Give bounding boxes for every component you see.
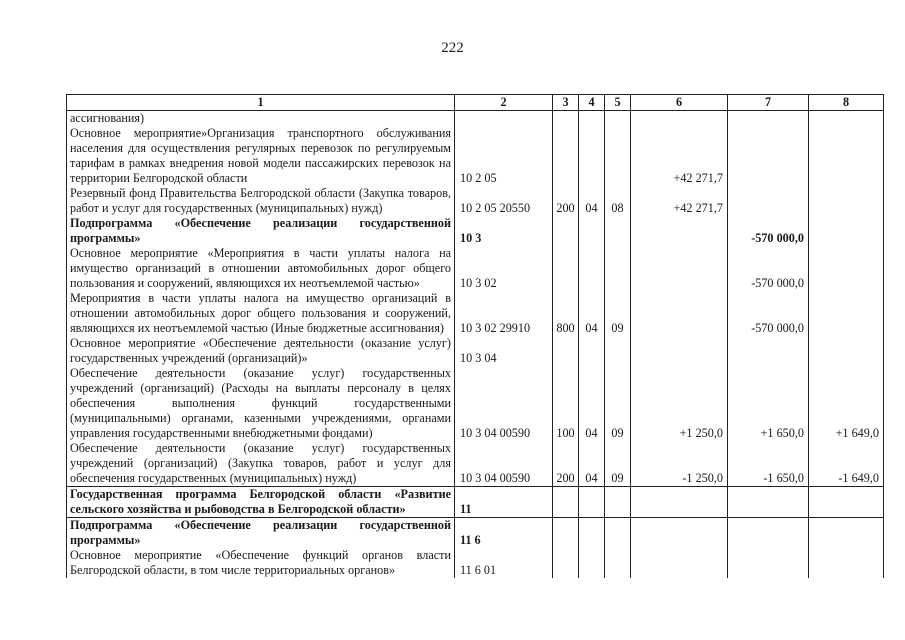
row-amount-col8-cell [809, 336, 884, 366]
row-pr-cell [605, 518, 631, 549]
row-amount-col8-cell [809, 186, 884, 216]
row-code-cell: 11 6 01 [455, 548, 553, 578]
row-pr-cell: 08 [605, 186, 631, 216]
row-vr-cell: 100 [553, 366, 579, 441]
row-amount-col6-cell [631, 548, 728, 578]
row-amount-col8-cell: -1 649,0 [809, 441, 884, 487]
column-header: 1 [67, 95, 455, 111]
row-amount-col6-cell: +42 271,7 [631, 126, 728, 186]
table-row [67, 111, 884, 127]
row-rz-cell [579, 548, 605, 578]
column-header: 6 [631, 95, 728, 111]
row-pr-cell [605, 216, 631, 246]
row-amount-col7-cell [728, 111, 809, 127]
row-name-cell: ассигнования) [67, 111, 455, 127]
row-amount-col8-cell [809, 126, 884, 186]
row-rz-cell [579, 111, 605, 127]
row-name-cell: Основное мероприятие»Организация транспортного обслуживания населения для осуществления регулярных перевозок по регулируемым тарифам в рамках внедрения новой модели пассажирских перевозок на территории Белгородской области [67, 126, 455, 186]
row-amount-col8-cell [809, 216, 884, 246]
table-row [67, 518, 884, 549]
column-header: 4 [579, 95, 605, 111]
row-pr-cell [605, 246, 631, 291]
row-name-cell: Основное мероприятие «Мероприятия в части уплаты налога на имущество организаций в отношении автомобильных дорог общего пользования и сооружений, являющихся их неотъемлемой частью» [67, 246, 455, 291]
row-vr-cell: 200 [553, 441, 579, 487]
row-amount-col6-cell: +42 271,7 [631, 186, 728, 216]
table-row [67, 487, 884, 518]
row-vr-cell [553, 518, 579, 549]
table-row [67, 186, 884, 216]
row-name-cell: Подпрограмма «Обеспечение реализации государственной программы» [67, 216, 455, 246]
row-vr-cell [553, 111, 579, 127]
row-vr-cell [553, 216, 579, 246]
row-vr-cell [553, 548, 579, 578]
row-pr-cell [605, 336, 631, 366]
row-amount-col7-cell [728, 126, 809, 186]
table-row [67, 441, 884, 487]
row-code-cell: 10 3 02 29910 [455, 291, 553, 336]
row-code-cell [455, 111, 553, 127]
row-name-cell: Резервный фонд Правительства Белгородской области (Закупка товаров, работ и услуг для государственных (муниципальных) нужд) [67, 186, 455, 216]
row-pr-cell: 09 [605, 291, 631, 336]
row-name-cell: Государственная программа Белгородской области «Развитие сельского хозяйства и рыбоводства в Белгородской области» [67, 487, 455, 518]
row-vr-cell [553, 336, 579, 366]
row-amount-col6-cell [631, 336, 728, 366]
budget-changes-table [66, 94, 884, 578]
column-header: 7 [728, 95, 809, 111]
column-header: 2 [455, 95, 553, 111]
row-name-cell: Мероприятия в части уплаты налога на имущество организаций в отношении автомобильных дорог общего пользования и сооружений, являющихся их неотъемлемой частью (Иные бюджетные ассигнования) [67, 291, 455, 336]
row-name-cell: Основное мероприятие «Обеспечение функций органов власти Белгородской области, в том числе территориальных органов» [67, 548, 455, 578]
table-row [67, 246, 884, 291]
row-amount-col8-cell: +1 649,0 [809, 366, 884, 441]
row-amount-col8-cell [809, 246, 884, 291]
row-pr-cell [605, 126, 631, 186]
row-rz-cell [579, 246, 605, 291]
row-amount-col8-cell [809, 291, 884, 336]
row-amount-col7-cell: -570 000,0 [728, 246, 809, 291]
row-code-cell: 10 3 04 00590 [455, 366, 553, 441]
row-vr-cell [553, 126, 579, 186]
row-amount-col6-cell [631, 487, 728, 518]
row-amount-col6-cell [631, 216, 728, 246]
row-code-cell: 10 3 04 [455, 336, 553, 366]
row-amount-col7-cell: -570 000,0 [728, 216, 809, 246]
row-rz-cell [579, 487, 605, 518]
row-vr-cell [553, 487, 579, 518]
table-row [67, 336, 884, 366]
row-pr-cell [605, 548, 631, 578]
row-pr-cell: 09 [605, 366, 631, 441]
row-amount-col6-cell: +1 250,0 [631, 366, 728, 441]
row-amount-col7-cell [728, 518, 809, 549]
row-amount-col7-cell: -570 000,0 [728, 291, 809, 336]
row-amount-col6-cell [631, 246, 728, 291]
row-amount-col7-cell [728, 487, 809, 518]
table-row [67, 548, 884, 578]
column-header: 8 [809, 95, 884, 111]
table-row [67, 366, 884, 441]
row-vr-cell: 800 [553, 291, 579, 336]
row-vr-cell: 200 [553, 186, 579, 216]
row-amount-col6-cell [631, 291, 728, 336]
row-amount-col7-cell: -1 650,0 [728, 441, 809, 487]
row-amount-col7-cell [728, 548, 809, 578]
row-amount-col6-cell [631, 518, 728, 549]
row-code-cell: 11 [455, 487, 553, 518]
row-rz-cell: 04 [579, 366, 605, 441]
row-amount-col7-cell [728, 186, 809, 216]
table-row [67, 291, 884, 336]
row-amount-col7-cell: +1 650,0 [728, 366, 809, 441]
row-code-cell: 10 2 05 20550 [455, 186, 553, 216]
row-rz-cell [579, 216, 605, 246]
page-number: 222 [441, 40, 464, 56]
row-rz-cell: 04 [579, 186, 605, 216]
table-row [67, 216, 884, 246]
row-amount-col6-cell [631, 111, 728, 127]
row-amount-col8-cell [809, 487, 884, 518]
row-code-cell: 10 3 04 00590 [455, 441, 553, 487]
row-code-cell: 10 3 02 [455, 246, 553, 291]
row-pr-cell: 09 [605, 441, 631, 487]
row-amount-col7-cell [728, 336, 809, 366]
row-amount-col8-cell [809, 111, 884, 127]
row-rz-cell [579, 336, 605, 366]
row-vr-cell [553, 246, 579, 291]
row-rz-cell [579, 518, 605, 549]
row-rz-cell: 04 [579, 291, 605, 336]
row-name-cell: Основное мероприятие «Обеспечение деятельности (оказание услуг) государственных учреждений (организаций)» [67, 336, 455, 366]
row-pr-cell [605, 487, 631, 518]
table-header-row [67, 95, 884, 111]
row-amount-col8-cell [809, 518, 884, 549]
column-header: 5 [605, 95, 631, 111]
row-code-cell: 11 6 [455, 518, 553, 549]
row-rz-cell [579, 126, 605, 186]
row-name-cell: Обеспечение деятельности (оказание услуг) государственных учреждений (организаций) (Расходы на выплаты персоналу в целях обеспечения выполнения функций государственными (муниципальными) органами, казенными учреждениями, органами управления государственными внебюджетными фондами) [67, 366, 455, 441]
table-row [67, 126, 884, 186]
row-amount-col8-cell [809, 548, 884, 578]
row-rz-cell: 04 [579, 441, 605, 487]
row-code-cell: 10 3 [455, 216, 553, 246]
row-name-cell: Подпрограмма «Обеспечение реализации государственной программы» [67, 518, 455, 549]
row-amount-col6-cell: -1 250,0 [631, 441, 728, 487]
row-name-cell: Обеспечение деятельности (оказание услуг) государственных учреждений (организаций) (Закупка товаров, работ и услуг для обеспечения государственных (муниципальных) нужд) [67, 441, 455, 487]
column-header: 3 [553, 95, 579, 111]
row-pr-cell [605, 111, 631, 127]
row-code-cell: 10 2 05 [455, 126, 553, 186]
